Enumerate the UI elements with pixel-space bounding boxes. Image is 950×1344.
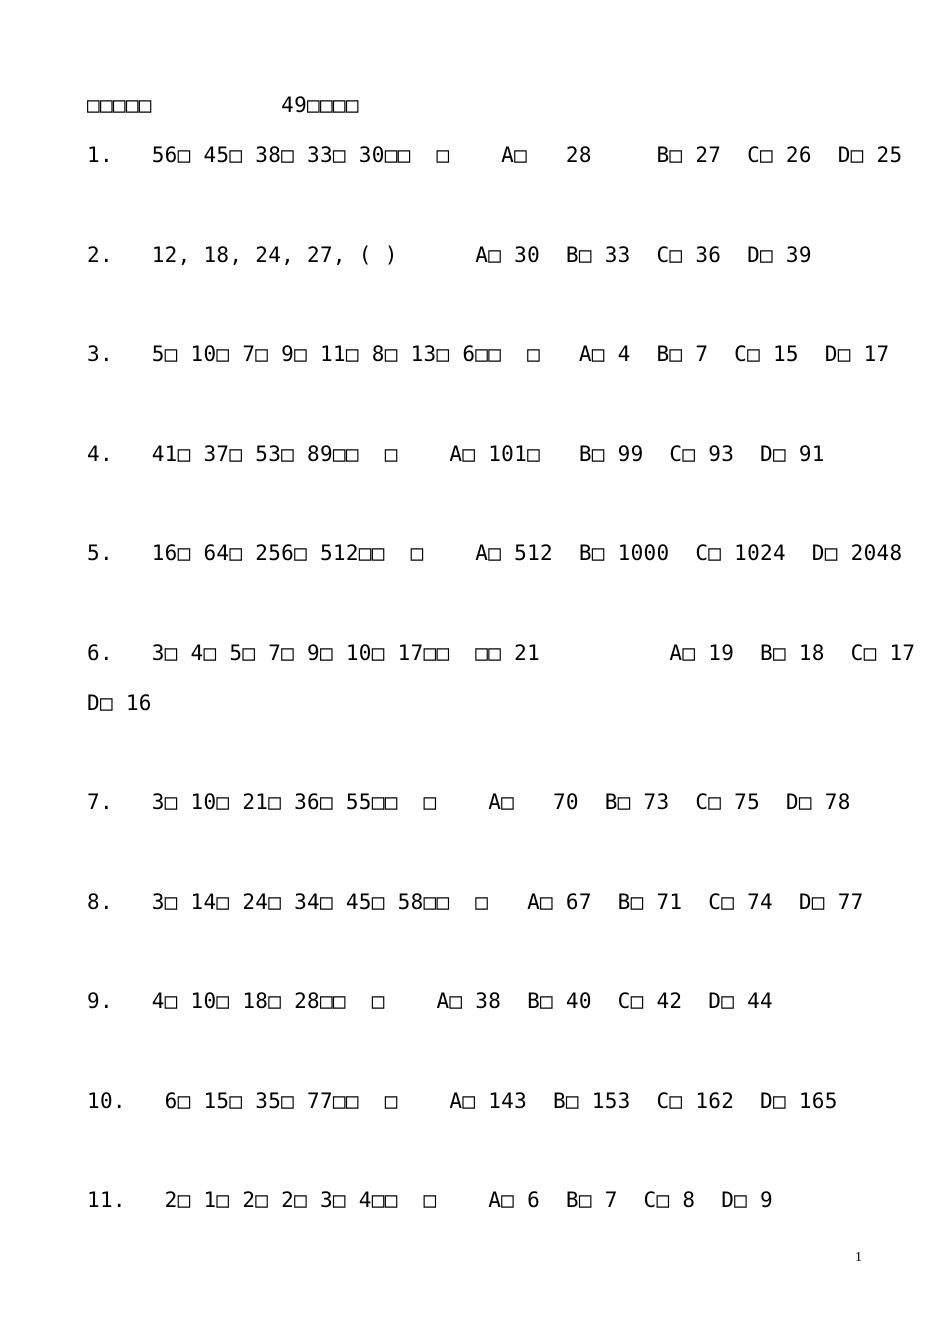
question-8: 8. 3□ 14□ 24□ 34□ 45□ 58□□ □ A□ 67 B□ 71 C□ 74 D□ 77 — [87, 890, 864, 914]
question-10: 10. 6□ 15□ 35□ 77□□ □ A□ 143 B□ 153 C□ 162 D□ 165 — [87, 1089, 838, 1113]
question-1: 1. 56□ 45□ 38□ 33□ 30□□ □ A□ 28 B□ 27 C□ 26 D□ 25 — [87, 143, 903, 167]
question-9: 9. 4□ 10□ 18□ 28□□ □ A□ 38 B□ 40 C□ 42 D□ 44 — [87, 989, 773, 1013]
page-number: 1 — [855, 1250, 862, 1265]
document-header: □□□□□ 49□□□□ — [87, 93, 359, 117]
question-2: 2. 12, 18, 24, 27, ( ) A□ 30 B□ 33 C□ 36 D□ 39 — [87, 243, 812, 267]
question-6-continuation: D□ 16 — [87, 691, 152, 715]
question-4: 4. 41□ 37□ 53□ 89□□ □ A□ 101□ B□ 99 C□ 93 D□ 91 — [87, 442, 825, 466]
question-5: 5. 16□ 64□ 256□ 512□□ □ A□ 512 B□ 1000 C□ 1024 D□ 2048 — [87, 541, 903, 565]
question-11: 11. 2□ 1□ 2□ 2□ 3□ 4□□ □ A□ 6 B□ 7 C□ 8 D□ 9 — [87, 1188, 773, 1212]
question-7: 7. 3□ 10□ 21□ 36□ 55□□ □ A□ 70 B□ 73 C□ 75 D□ 78 — [87, 790, 851, 814]
question-3: 3. 5□ 10□ 7□ 9□ 11□ 8□ 13□ 6□□ □ A□ 4 B□ 7 C□ 15 D□ 17 — [87, 342, 890, 366]
question-6: 6. 3□ 4□ 5□ 7□ 9□ 10□ 17□□ □□ 21 A□ 19 B□ 18 C□ 17 — [87, 641, 916, 665]
